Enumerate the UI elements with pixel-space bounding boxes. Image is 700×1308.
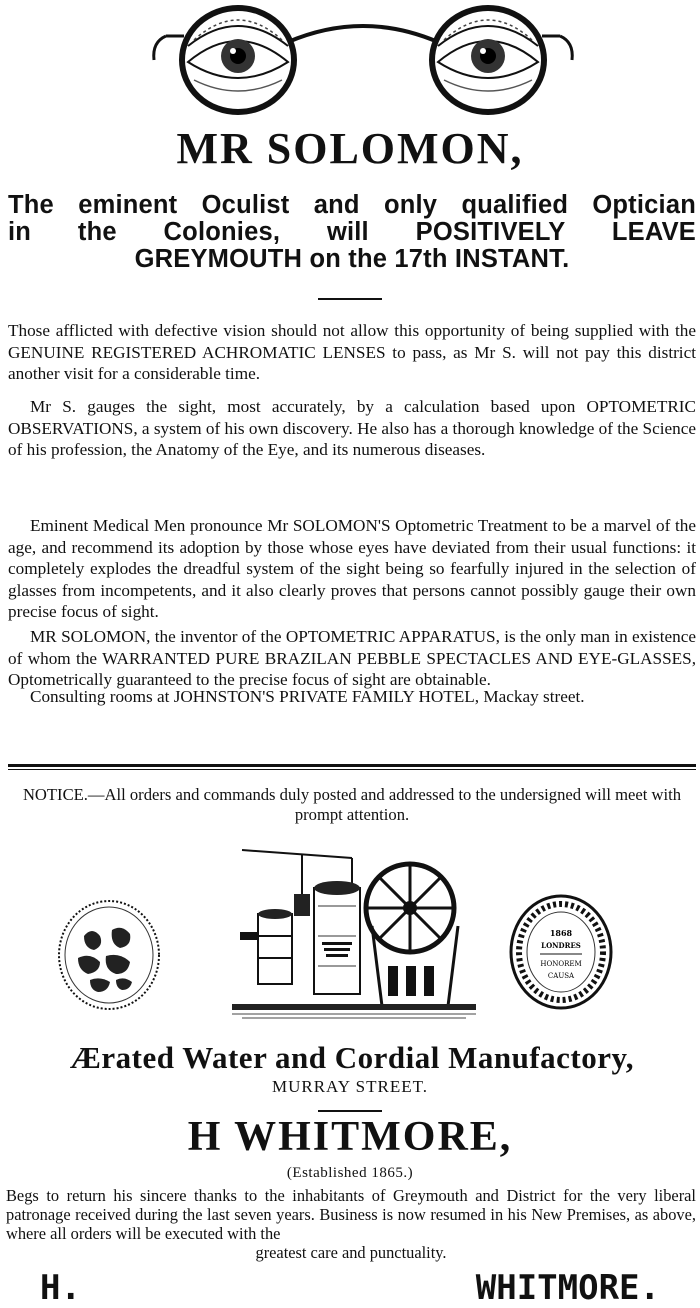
subtitle-line-3: GREYMOUTH on the 17th INSTANT. [134,245,570,273]
subtitle-block [8,192,696,273]
proprietor-name: H WHITMORE, [187,1114,513,1160]
paragraph-1-text: Those afflicted with defective vision should not allow this opportunity of being supplied with the GENUINE REGISTERED ACHROMATIC LENSES to pass, as Mr S. will not pay this district another visit for a considerable time. [8,321,696,384]
divider-rule [318,298,382,300]
subtitle-line-2: in the Colonies, will POSITIVELY LEAVE [8,218,696,246]
signature: H. WHITMORE. [40,1268,660,1308]
medal-right-line-4: CAUSA [547,972,575,980]
paragraph-4-text: MR SOLOMON, the inventor of the OPTOMETRIC APPARATUS, is the only man in existence of whom the WARRANTED PURE BRAZILAN PEBBLE SPECTACLES AND EYE-GLASSES, Optometrically guaranteed to the precise focus of sight are obtainable. [8,627,696,690]
medal-right-line-3: HONOREM [540,960,582,968]
street-line: MURRAY STREET. [271,1077,428,1096]
paragraph-1 [8,320,696,385]
thanks-message [6,1186,696,1262]
medal-left-icon [54,896,164,1014]
paragraph-4 [8,626,696,691]
paragraph-3 [8,515,696,623]
paragraph-2 [8,396,696,461]
page-title: MR SOLOMON, [176,124,524,173]
medal-right-line-1: 1868 [549,928,573,938]
paragraph-3-text: Eminent Medical Men pronounce Mr SOLOMON'S Optometric Treatment to be a marvel of the age, and recommend its adoption by those whose eyes have deviated from their usual functions: it completely explodes the dreadful system of the sight being so fearfully injured in the selection of glasses from incompetents, and it also clearly proves that persons cannot possibly gauge their own precise focus of sight. [8,516,696,622]
subtitle-line-1: The eminent Oculist and only qualified Optician [8,191,696,219]
medal-right-line-2: LONDRES [541,941,581,950]
notice-text: NOTICE.—All orders and commands duly posted and addressed to the undersigned will meet with prompt attention. [22,785,682,824]
thanks-message-last: greatest care and punctuality. [255,1243,447,1262]
section-divider-thin [8,769,696,770]
medal-right-icon [508,892,614,1012]
business-heading: Ærated Water and Cordial Manufactory, [69,1040,635,1075]
paragraph-5-text: Consulting rooms at JOHNSTON'S PRIVATE FAMILY HOTEL, Mackay street. [30,687,585,706]
machinery-illustration [232,846,476,1022]
paragraph-2-text: Mr S. gauges the sight, most accurately, by a calculation based upon OPTOMETRIC OBSERVATIONS, a system of his own discovery. He also has a thorough knowledge of the Science of his profession, the Anatomy of the Eye, and its numerous diseases. [8,397,696,460]
paragraph-5 [8,686,696,708]
established-line: (Established 1865.) [286,1165,414,1181]
thanks-message-text: Begs to return his sincere thanks to the inhabitants of Greymouth and District for the very liberal patronage received during the last seven years. Business is now resumed in his New Premises, as above, where all orders will be executed with the [6,1186,696,1243]
section-divider-thick [8,764,696,767]
spectacles-illustration [148,2,578,120]
